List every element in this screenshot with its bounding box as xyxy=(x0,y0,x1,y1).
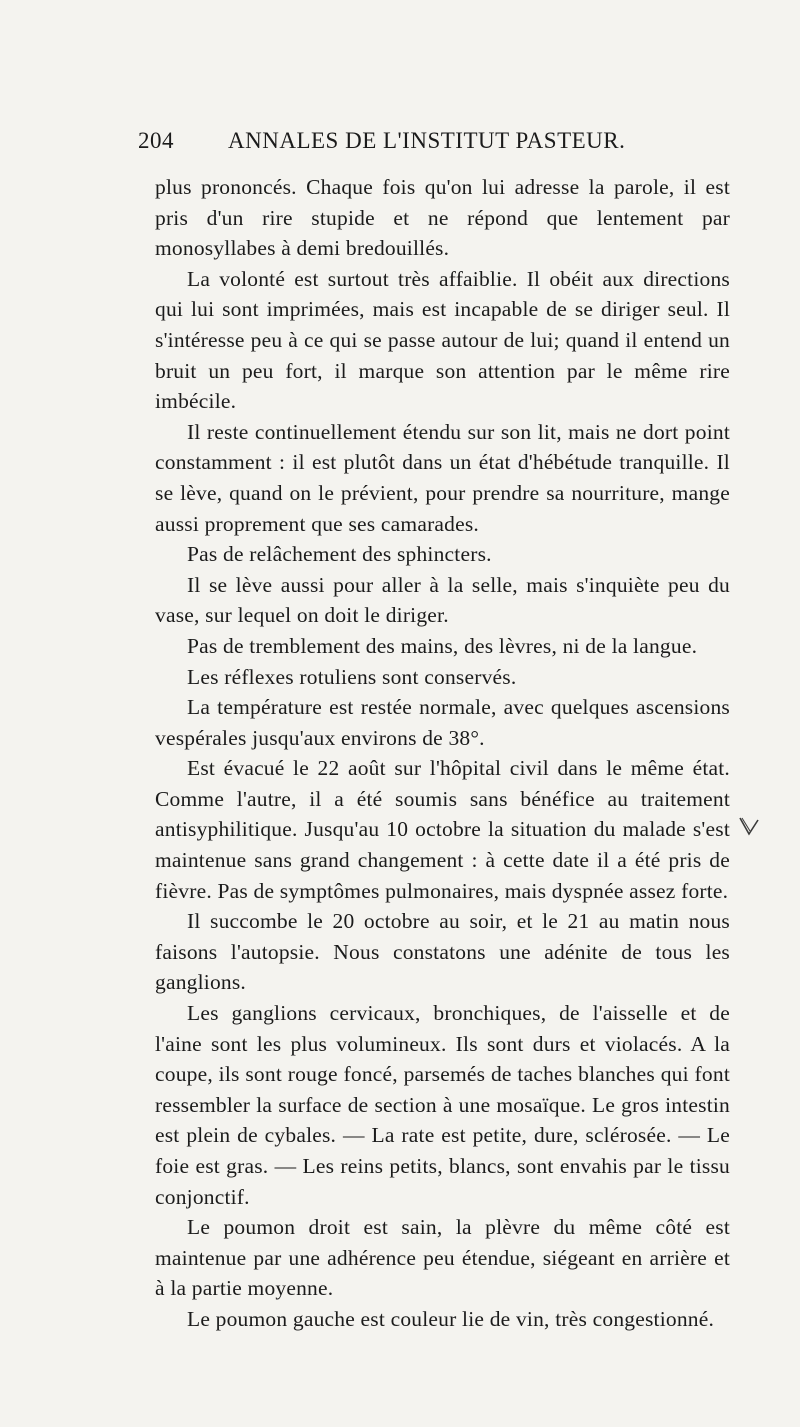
paragraph: Le poumon droit est sain, la plèvre du même côté est maintenue par une adhérence peu étendue, siégeant en arrière et à la partie moyenne. xyxy=(155,1215,730,1301)
page-number: 204 xyxy=(138,128,174,153)
paragraph: Pas de relâchement des sphincters. xyxy=(187,542,492,567)
paragraph: Il reste continuellement étendu sur son lit, mais ne dort point constamment : il est plutôt dans un état d'hébétude tranquille. Il se lève, quand on le prévient, pour prendre sa nourriture, mange aussi proprement que ses camarades. xyxy=(155,419,730,536)
paragraph: Les ganglions cervicaux, bronchiques, de l'aisselle et de l'aine sont les plus volumineux. Ils sont durs et violacés. A la coupe, ils sont rouge foncé, parsemés de taches blanches qui font ressembler la surface de section à une mosaïque. Le gros intestin est plein de cybales. — La rate est petite, dure, sclérosée. — Le foie est gras. — Les reins petits, blancs, sont envahis par le tissu conjonctif. xyxy=(155,1001,730,1209)
paragraph: La température est restée normale, avec quelques ascensions vespérales jusqu'aux environs de 38°. xyxy=(155,695,730,750)
paragraph: Pas de tremblement des mains, des lèvres, ni de la langue. xyxy=(187,633,698,658)
margin-check-mark-icon xyxy=(738,815,760,837)
running-head xyxy=(138,128,638,164)
paragraph: Il succombe le 20 octobre au soir, et le 21 au matin nous faisons l'autopsie. Nous constatons une adénite de tous les ganglions. xyxy=(155,909,730,995)
journal-title: ANNALES DE L'INSTITUT PASTEUR. xyxy=(228,128,626,153)
paragraph: Les réflexes rotuliens sont conservés. xyxy=(187,664,517,689)
paragraph: plus prononcés. Chaque fois qu'on lui adresse la parole, il est pris d'un rire stupide et ne répond que lentement par monosyllabes à demi bredouillés. xyxy=(155,175,730,261)
paragraph: Il se lève aussi pour aller à la selle, mais s'inquiète peu du vase, sur lequel on doit le diriger. xyxy=(155,572,730,628)
body-text xyxy=(155,172,730,1335)
paragraph: La volonté est surtout très affaiblie. Il obéit aux directions qui lui sont imprimées, mais est incapable de se diriger seul. Il s'intéresse peu à ce qui se passe autour de lui; quand il entend un bruit un peu fort, il marque son attention par le même rire imbécile. xyxy=(155,266,730,414)
paragraph: Le poumon gauche est couleur lie de vin, très congestionné. xyxy=(187,1306,715,1331)
paragraph: Est évacué le 22 août sur l'hôpital civil dans le même état. Comme l'autre, il a été soumis sans bénéfice au traitement antisyphilitique. Jusqu'au 10 octobre la situation du malade s'est maintenue sans grand changement : à cette date il a été pris de fièvre. Pas de symptômes pulmonaires, mais dyspnée assez forte. xyxy=(155,756,730,903)
